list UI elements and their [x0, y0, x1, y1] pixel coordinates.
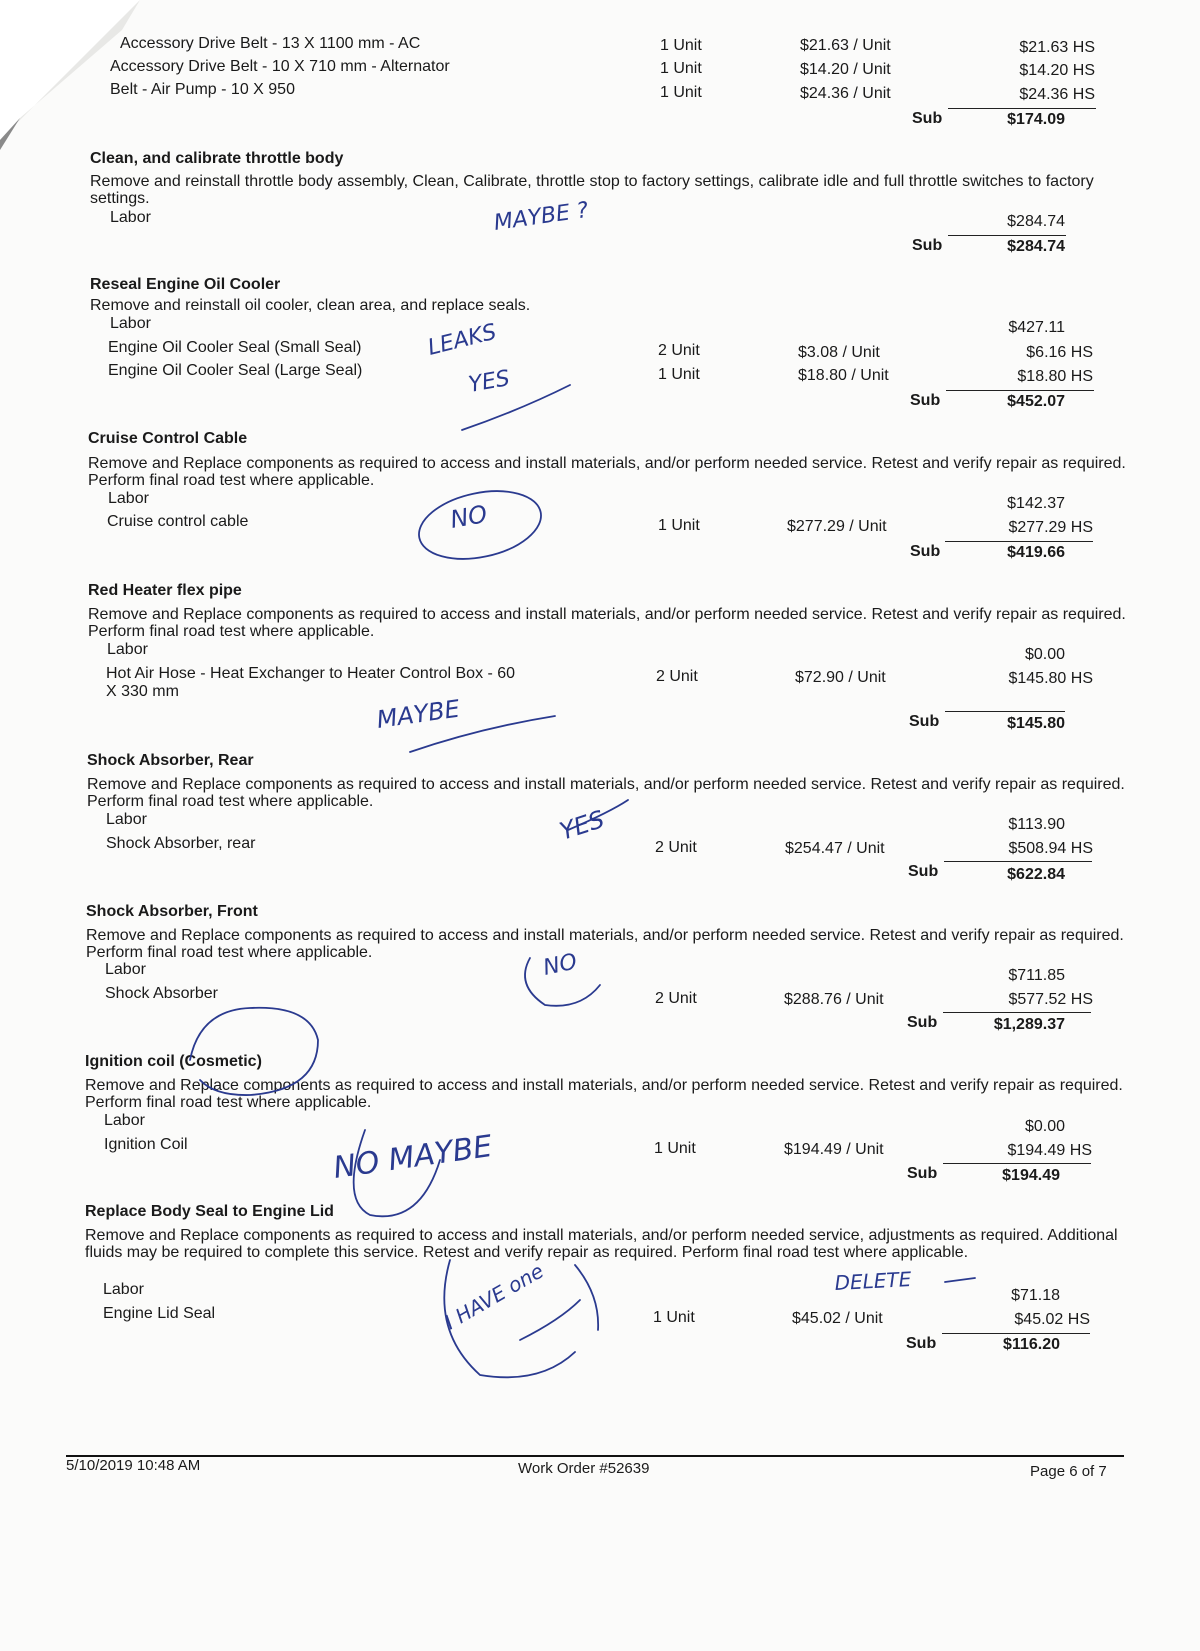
part-total: $18.80 HS: [1017, 368, 1093, 385]
section-title: Clean, and calibrate throttle body: [90, 150, 344, 167]
part-total: $577.52 HS: [1008, 991, 1093, 1008]
handwritten-note: MAYBE ?: [492, 197, 591, 236]
section-description: Remove and Replace components as required to access and install materials, and/or perform needed service. Retest and verify repair as required. Perform final road test where applicable.: [88, 455, 1126, 489]
subtotal-value: $145.80: [1007, 715, 1065, 732]
labor-label: Labor: [103, 1281, 144, 1298]
labor-label: Labor: [107, 641, 148, 658]
item-qty: 1 Unit: [660, 37, 702, 54]
part-qty: 1 Unit: [654, 1140, 696, 1157]
ink-circle: [190, 1008, 318, 1095]
item-price: $24.36 / Unit: [800, 85, 891, 102]
handwritten-note: LEAKS: [425, 319, 499, 361]
part-qty: 2 Unit: [655, 990, 697, 1007]
labor-value: $284.74: [1007, 213, 1065, 230]
subtotal-value: $419.66: [1007, 544, 1065, 561]
subtotal-value: $1,289.37: [993, 1016, 1065, 1033]
sub-label: Sub: [908, 863, 939, 880]
part-total: $145.80 HS: [1008, 670, 1093, 687]
section-description: Remove and Replace components as required to access and install materials, and/or perform needed service, adjustments as required. Additional fluids may be required to complete this service. Retest and verify repair as required. Perform final road test where applicable.: [85, 1227, 1118, 1261]
footer-work-order: Work Order #52639: [518, 1460, 650, 1477]
labor-label: Labor: [110, 315, 151, 332]
item-name: Belt - Air Pump - 10 X 950: [110, 81, 295, 98]
section-title: Ignition coil (Cosmetic): [85, 1053, 262, 1070]
item-total: $24.36 HS: [1019, 86, 1095, 103]
section-title: Red Heater flex pipe: [88, 582, 242, 599]
footer-rule: [66, 1455, 1124, 1457]
part-name-continued: X 330 mm: [106, 683, 179, 700]
labor-label: Labor: [108, 490, 149, 507]
part-price: $3.08 / Unit: [798, 344, 880, 361]
sub-label: Sub: [906, 1335, 937, 1352]
part-qty: 2 Unit: [655, 839, 697, 856]
section-description: Remove and Replace components as required to access and install materials, and/or perform needed service. Retest and verify repair as required. Perform final road test where applicable.: [86, 927, 1124, 961]
part-name: Shock Absorber, rear: [106, 835, 256, 852]
section-title: Shock Absorber, Front: [86, 903, 258, 920]
sub-label: Sub: [907, 1014, 938, 1031]
labor-value: $71.18: [1011, 1287, 1060, 1304]
section-description: Remove and Replace components as required to access and install materials, and/or perform needed service. Retest and verify repair as required. Perform final road test where applicable.: [87, 776, 1125, 810]
subtotal-value: $284.74: [1007, 238, 1065, 255]
part-qty: 2 Unit: [658, 342, 700, 359]
footer-page-number: Page 6 of 7: [1030, 1463, 1107, 1480]
part-name: Ignition Coil: [104, 1136, 188, 1153]
section-title: Replace Body Seal to Engine Lid: [85, 1203, 334, 1220]
item-name: Accessory Drive Belt - 10 X 710 mm - Alternator: [110, 58, 450, 75]
labor-label: Labor: [105, 961, 146, 978]
part-total: $508.94 HS: [1008, 840, 1093, 857]
part-total: $6.16 HS: [1026, 344, 1093, 361]
part-total: $194.49 HS: [1007, 1142, 1092, 1159]
ink-stroke: [945, 1278, 975, 1282]
section-description: Remove and reinstall oil cooler, clean area, and replace seals.: [90, 297, 531, 314]
part-name: Cruise control cable: [107, 513, 249, 530]
labor-value: $0.00: [1024, 646, 1065, 663]
labor-label: Labor: [104, 1112, 145, 1129]
section-title: Shock Absorber, Rear: [87, 752, 254, 769]
sub-label: Sub: [912, 110, 943, 127]
part-name: Engine Lid Seal: [103, 1305, 216, 1322]
part-name: Shock Absorber: [105, 985, 218, 1002]
item-price: $21.63 / Unit: [800, 37, 891, 54]
part-qty: 2 Unit: [656, 668, 698, 685]
handwritten-note: YES: [556, 805, 608, 846]
sub-label: Sub: [912, 237, 943, 254]
item-price: $14.20 / Unit: [800, 61, 891, 78]
subtotal-value: $174.09: [1007, 111, 1065, 128]
handwritten-note: I HAVE one: [440, 1258, 548, 1335]
part-price: $194.49 / Unit: [784, 1141, 884, 1158]
handwritten-note: NO: [541, 949, 580, 981]
handwritten-note: NO: [448, 499, 490, 534]
part-total: $277.29 HS: [1008, 519, 1093, 536]
part-price: $288.76 / Unit: [784, 991, 884, 1008]
ink-stroke: [520, 1300, 580, 1340]
subtotal-value: $452.07: [1007, 393, 1065, 410]
subtotal-value: $116.20: [1003, 1336, 1060, 1353]
part-total: $45.02 HS: [1014, 1311, 1090, 1328]
labor-value: $142.37: [1007, 495, 1065, 512]
subtotal-value: $194.49: [1002, 1167, 1060, 1184]
part-qty: 1 Unit: [658, 517, 700, 534]
sub-label: Sub: [910, 392, 941, 409]
labor-label: Labor: [106, 811, 147, 828]
handwritten-note: YES: [466, 366, 512, 398]
part-qty: 1 Unit: [658, 366, 700, 383]
part-name: Engine Oil Cooler Seal (Large Seal): [108, 362, 363, 379]
sub-label: Sub: [907, 1165, 938, 1182]
item-total: $21.63 HS: [1019, 39, 1095, 56]
labor-value: $711.85: [1008, 967, 1065, 984]
labor-label: Labor: [110, 209, 151, 226]
section-description: Remove and reinstall throttle body assembly, Clean, Calibrate, throttle stop to factory settings, calibrate idle and full throttle switches to factory settings.: [90, 173, 1094, 207]
ink-stroke: [575, 1265, 598, 1330]
part-price: $277.29 / Unit: [787, 518, 887, 535]
labor-value: $0.00: [1024, 1118, 1065, 1135]
handwritten-note: NO MAYBE: [331, 1129, 495, 1186]
section-title: Reseal Engine Oil Cooler: [90, 276, 281, 293]
handwritten-note: DELETE: [834, 1267, 912, 1295]
part-price: $254.47 / Unit: [785, 840, 885, 857]
subtotal-value: $622.84: [1007, 866, 1065, 883]
sub-label: Sub: [910, 543, 941, 560]
part-name: Hot Air Hose - Heat Exchanger to Heater Control Box - 60: [106, 665, 516, 682]
labor-value: $427.11: [1008, 319, 1065, 336]
section-description: Remove and Replace components as required to access and install materials, and/or perform needed service. Retest and verify repair as required. Perform final road test where applicable.: [88, 606, 1126, 640]
handwritten-note: MAYBE: [374, 694, 462, 734]
part-price: $72.90 / Unit: [795, 669, 886, 686]
item-qty: 1 Unit: [660, 84, 702, 101]
section-description: Remove and Replace components as required to access and install materials, and/or perform needed service. Retest and verify repair as required. Perform final road test where applicable.: [85, 1077, 1123, 1111]
part-qty: 1 Unit: [653, 1309, 695, 1326]
item-total: $14.20 HS: [1019, 62, 1095, 79]
item-qty: 1 Unit: [660, 60, 702, 77]
part-name: Engine Oil Cooler Seal (Small Seal): [108, 339, 362, 356]
part-price: $18.80 / Unit: [798, 367, 889, 384]
sub-label: Sub: [909, 713, 940, 730]
footer-datetime: 5/10/2019 10:48 AM: [66, 1457, 201, 1474]
item-name: Accessory Drive Belt - 13 X 1100 mm - AC: [120, 35, 421, 52]
section-title: Cruise Control Cable: [88, 430, 248, 447]
labor-value: $113.90: [1008, 816, 1065, 833]
part-price: $45.02 / Unit: [792, 1310, 883, 1327]
